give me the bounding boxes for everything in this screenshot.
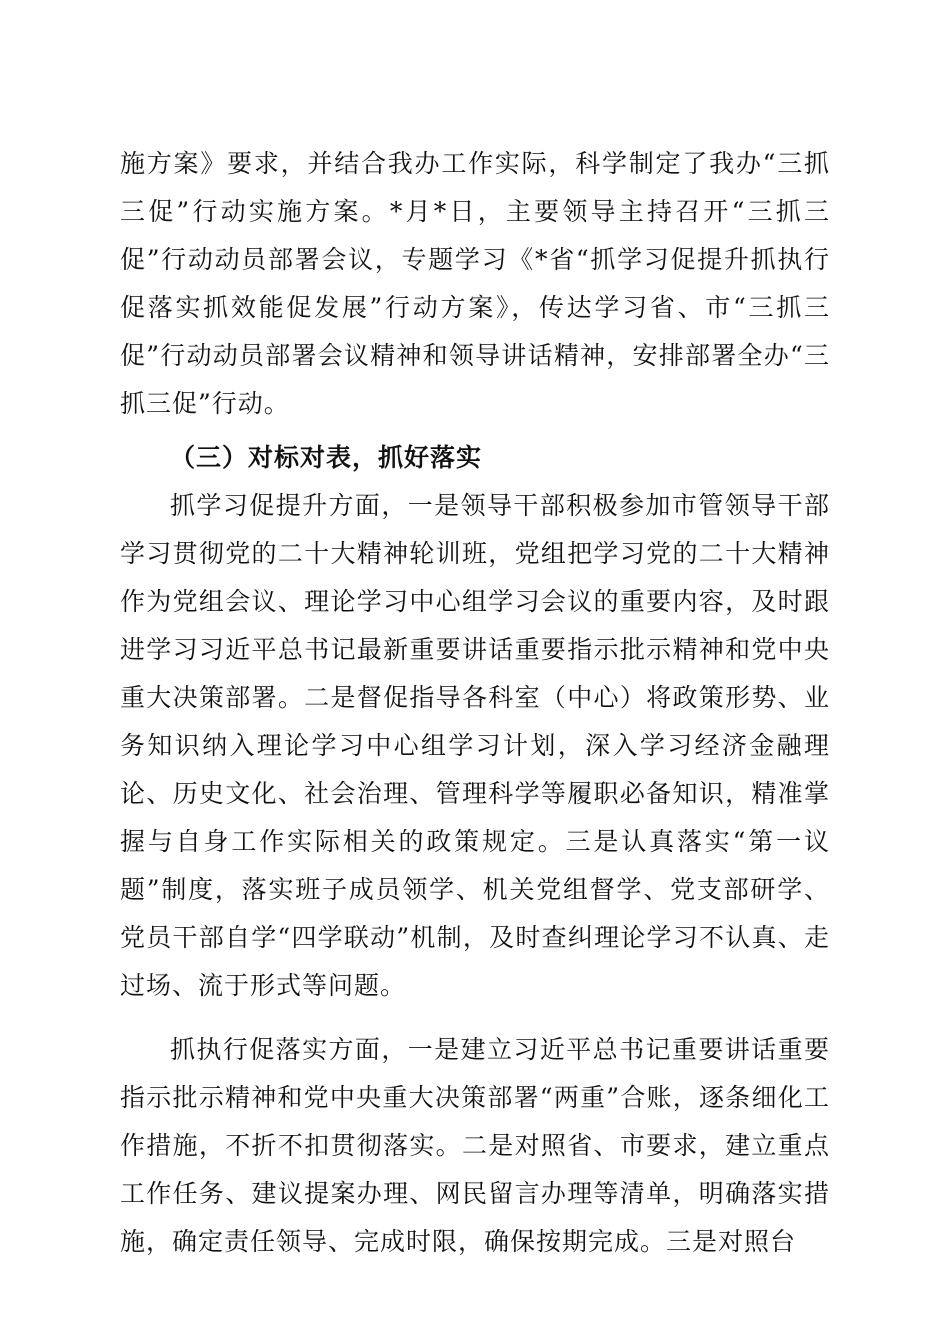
- paragraph-implementation-plan: 施方案》要求，并结合我办工作实际，科学制定了我办“三抓三促”行动实施方案。*月*日，主要领导主持召开“三抓三促”行动动员部署会议，专题学习《*省“抓学习促提升抓执行促落实抓效能促发展”行动方案》，传达学习省、市“三抓三促”行动动员部署会议精神和领导讲话精神，安排部署全办“三抓三促”行动。: [120, 149, 830, 418]
- paragraph-execution-implementation: 抓执行促落实方面，一是建立习近平总书记重要讲话重要指示批示精神和党中央重大决策部署“两重”合账，逐条细化工作措施，不折不扣贯彻落实。二是对照省、市要求，建立重点工作任务、建议提案办理、网民留言办理等清单，明确落实措施，确定责任领导、完成时限，确保按期完成。三是对照台: [120, 1035, 830, 1256]
- paragraph-study-promotion: 抓学习促提升方面，一是领导干部积极参加市管领导干部学习贯彻党的二十大精神轮训班，党组把学习党的二十大精神作为党组会议、理论学习中心组学习会议的重要内容，及时跟进学习习近平总书记最新重要讲话重要指示批示精神和党中央重大决策部署。二是督促指导各科室（中心）将政策形势、业务知识纳入理论学习中心组学习计划，深入学习经济金融理论、历史文化、社会治理、管理科学等履职必备知识，精准掌握与自身工作实际相关的政策规定。三是认真落实“第一议题”制度，落实班子成员领学、机关党组督学、党支部研学、党员干部自学“四学联动”机制，及时查纠理论学习不认真、走过场、流于形式等问题。: [120, 491, 830, 1000]
- section-heading-benchmarking: （三）对标对表，抓好落实: [170, 443, 483, 472]
- document-body: [120, 140, 830, 1266]
